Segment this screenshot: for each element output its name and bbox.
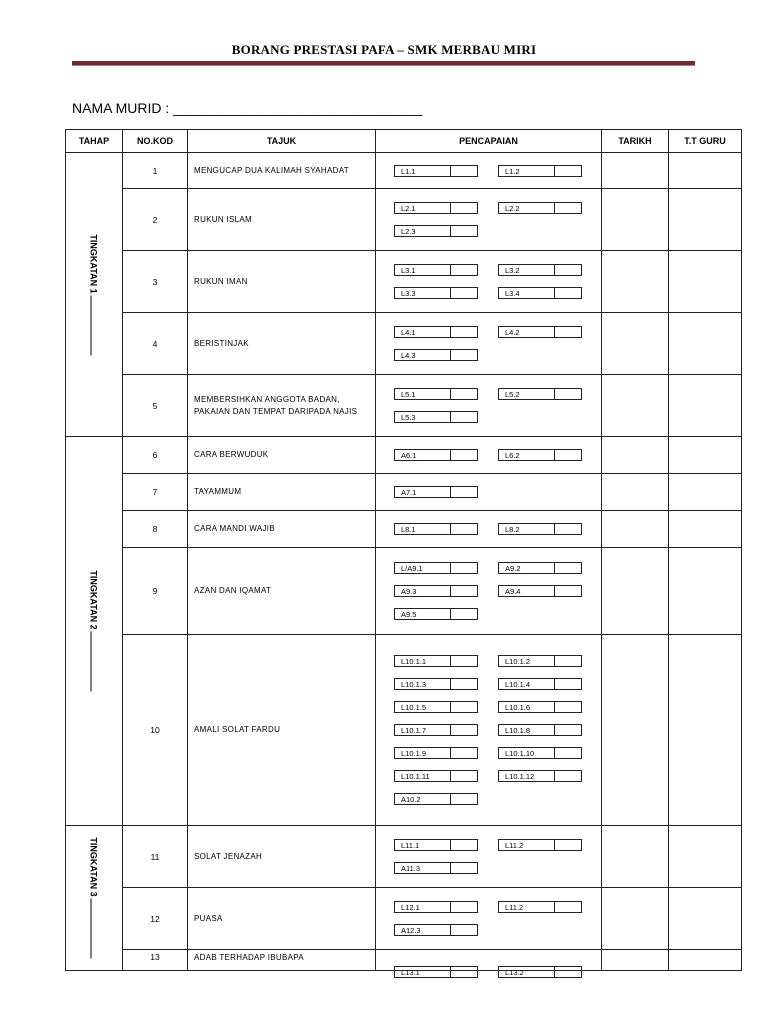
stage-blank-line[interactable] bbox=[91, 899, 100, 959]
topic-text: AMALI SOLAT FARDU bbox=[194, 725, 281, 734]
achievement-cell bbox=[376, 511, 602, 548]
achievement-checkbox[interactable] bbox=[555, 288, 581, 298]
teacher-signature-cell[interactable] bbox=[669, 375, 742, 437]
title-rule bbox=[72, 61, 695, 66]
teacher-signature-cell[interactable] bbox=[669, 635, 742, 826]
achievement-code-box[interactable] bbox=[394, 770, 478, 782]
achievement-cell bbox=[376, 950, 602, 977]
achievement-checkbox[interactable] bbox=[555, 327, 581, 337]
achievement-code-box[interactable] bbox=[394, 202, 478, 214]
achievement-code-label: A6.1 bbox=[395, 450, 451, 460]
achievement-codes bbox=[376, 264, 601, 299]
achievement-checkbox[interactable] bbox=[451, 656, 477, 666]
achievement-checkbox[interactable] bbox=[555, 450, 581, 460]
stage-label bbox=[89, 570, 100, 691]
row-code: 7 bbox=[123, 474, 188, 511]
achievement-code-label: L8.2 bbox=[499, 524, 555, 534]
achievement-code-label: L1.1 bbox=[395, 166, 451, 176]
date-cell[interactable] bbox=[602, 375, 669, 437]
achievement-checkbox[interactable] bbox=[451, 389, 477, 399]
achievement-code-label: A9.3 bbox=[395, 586, 451, 596]
achievement-cell bbox=[376, 826, 602, 888]
achievement-code-label: L11.1 bbox=[395, 840, 451, 850]
topic-text: MEMBERSIHKAN ANGGOTA BADAN, bbox=[194, 394, 340, 404]
teacher-signature-cell[interactable] bbox=[669, 313, 742, 375]
achievement-code-box[interactable] bbox=[394, 585, 478, 597]
header-pencapaian: PENCAPAIAN bbox=[376, 130, 602, 153]
row-code: 5 bbox=[123, 375, 188, 437]
achievement-code-box[interactable] bbox=[394, 701, 478, 713]
achievement-checkbox[interactable] bbox=[451, 350, 477, 360]
achievement-cell bbox=[376, 375, 602, 437]
achievement-code-label: A10.2 bbox=[395, 794, 451, 804]
achievement-code-label: A7.1 bbox=[395, 487, 451, 497]
date-cell[interactable] bbox=[602, 511, 669, 548]
achievement-code-box[interactable] bbox=[394, 225, 478, 237]
document-title: BORANG PRESTASI PAFA – SMK MERBAU MIRI bbox=[231, 42, 537, 57]
row-code: 12 bbox=[123, 888, 188, 950]
achievement-code-label: L6.2 bbox=[499, 450, 555, 460]
teacher-signature-cell[interactable] bbox=[669, 437, 742, 474]
achievement-code-label: L12.1 bbox=[395, 902, 451, 912]
topic-text: ADAB TERHADAP IBUBAPA bbox=[194, 953, 304, 962]
topic-text: MENGUCAP DUA KALIMAH SYAHADAT bbox=[194, 165, 349, 175]
achievement-code-box[interactable] bbox=[394, 966, 478, 978]
achievement-code-box[interactable] bbox=[498, 585, 582, 597]
achievement-code-label: L3.3 bbox=[395, 288, 451, 298]
header-tarikh: TARIKH bbox=[602, 130, 669, 153]
achievement-checkbox[interactable] bbox=[451, 265, 477, 275]
date-cell[interactable] bbox=[602, 635, 669, 826]
topic-text: RUKUN IMAN bbox=[194, 276, 248, 286]
table-row bbox=[66, 189, 742, 251]
achievement-checkbox[interactable] bbox=[555, 967, 581, 977]
achievement-code-label: L10.1.7 bbox=[395, 725, 451, 735]
date-cell[interactable] bbox=[602, 153, 669, 189]
achievement-checkbox[interactable] bbox=[451, 609, 477, 619]
topic-text: SOLAT JENAZAH bbox=[194, 851, 263, 861]
achievement-cell bbox=[376, 635, 602, 826]
achievement-checkbox[interactable] bbox=[555, 656, 581, 666]
achievement-code-box[interactable] bbox=[498, 264, 582, 276]
achievement-code-box[interactable] bbox=[394, 862, 478, 874]
achievement-checkbox[interactable] bbox=[451, 586, 477, 596]
achievement-checkbox[interactable] bbox=[451, 748, 477, 758]
achievement-checkbox[interactable] bbox=[555, 725, 581, 735]
achievement-code-box[interactable] bbox=[394, 608, 478, 620]
achievement-table bbox=[65, 129, 742, 977]
row-code: 11 bbox=[123, 826, 188, 888]
achievement-code-box[interactable] bbox=[394, 388, 478, 400]
stage-blank-line[interactable] bbox=[91, 295, 100, 355]
stage-label bbox=[89, 837, 100, 958]
achievement-checkbox[interactable] bbox=[555, 679, 581, 689]
achievement-code-label: L4.3 bbox=[395, 350, 451, 360]
achievement-checkbox[interactable] bbox=[451, 412, 477, 422]
achievement-cell bbox=[376, 437, 602, 474]
achievement-checkbox[interactable] bbox=[555, 702, 581, 712]
row-topic bbox=[188, 474, 376, 511]
table-row bbox=[66, 474, 742, 511]
row-topic bbox=[188, 375, 376, 437]
achievement-code-box[interactable] bbox=[394, 165, 478, 177]
table-row bbox=[66, 313, 742, 375]
achievement-code-label: A9.5 bbox=[395, 609, 451, 619]
achievement-checkbox[interactable] bbox=[555, 563, 581, 573]
header-tajuk: TAJUK bbox=[188, 130, 376, 153]
achievement-codes bbox=[376, 202, 601, 237]
achievement-checkbox[interactable] bbox=[451, 327, 477, 337]
achievement-codes bbox=[376, 901, 601, 936]
achievement-checkbox[interactable] bbox=[451, 226, 477, 236]
row-code: 9 bbox=[123, 548, 188, 635]
topic-text: PUASA bbox=[194, 913, 223, 923]
achievement-code-label: L10.1.11 bbox=[395, 771, 451, 781]
achievement-code-label: A12.3 bbox=[395, 925, 451, 935]
achievement-code-box[interactable] bbox=[498, 966, 582, 978]
row-code: 3 bbox=[123, 251, 188, 313]
achievement-code-box[interactable] bbox=[394, 924, 478, 936]
achievement-code-box[interactable] bbox=[394, 287, 478, 299]
achievement-codes bbox=[376, 326, 601, 361]
achievement-code-box[interactable] bbox=[394, 747, 478, 759]
table-row bbox=[66, 375, 742, 437]
row-topic bbox=[188, 511, 376, 548]
achievement-code-box[interactable] bbox=[394, 486, 478, 498]
achievement-checkbox[interactable] bbox=[451, 925, 477, 935]
achievement-code-label: L10.1.5 bbox=[395, 702, 451, 712]
row-code: 4 bbox=[123, 313, 188, 375]
row-topic bbox=[188, 888, 376, 950]
topic-text: AZAN DAN IQAMAT bbox=[194, 586, 272, 595]
table-row bbox=[66, 635, 742, 826]
achievement-checkbox[interactable] bbox=[451, 902, 477, 912]
achievement-cell bbox=[376, 251, 602, 313]
achievement-code-label: L2.2 bbox=[499, 203, 555, 213]
teacher-signature-cell[interactable] bbox=[669, 189, 742, 251]
row-topic bbox=[188, 826, 376, 888]
achievement-code-label: L11.2 bbox=[499, 840, 555, 850]
achievement-checkbox[interactable] bbox=[555, 902, 581, 912]
achievement-code-box[interactable] bbox=[394, 901, 478, 913]
achievement-checkbox[interactable] bbox=[555, 748, 581, 758]
achievement-code-label: L3.4 bbox=[499, 288, 555, 298]
stage-label bbox=[89, 234, 100, 355]
table-row bbox=[66, 950, 742, 971]
teacher-signature-cell[interactable] bbox=[669, 950, 742, 971]
achievement-checkbox[interactable] bbox=[555, 166, 581, 176]
stage-label-text: TINGKATAN 1 bbox=[88, 233, 99, 294]
table-row bbox=[66, 511, 742, 548]
achievement-code-label: A11.3 bbox=[395, 863, 451, 873]
topic-text: CARA BERWUDUK bbox=[194, 450, 269, 459]
achievement-code-label: L/A9.1 bbox=[395, 563, 451, 573]
achievement-code-label: L10.1.9 bbox=[395, 748, 451, 758]
achievement-code-box[interactable] bbox=[498, 326, 582, 338]
achievement-checkbox[interactable] bbox=[451, 524, 477, 534]
achievement-checkbox[interactable] bbox=[451, 487, 477, 497]
student-name-field[interactable]: NAMA MURID : ________________________________ bbox=[72, 100, 423, 116]
achievement-cell bbox=[376, 313, 602, 375]
achievement-checkbox[interactable] bbox=[555, 586, 581, 596]
achievement-checkbox[interactable] bbox=[451, 967, 477, 977]
header-tahap: TAHAP bbox=[66, 130, 123, 153]
achievement-code-label: L4.1 bbox=[395, 327, 451, 337]
row-topic bbox=[188, 950, 376, 971]
header-row bbox=[66, 130, 742, 153]
achievement-checkbox[interactable] bbox=[451, 863, 477, 873]
achievement-code-box[interactable] bbox=[394, 349, 478, 361]
achievement-code-box[interactable] bbox=[498, 287, 582, 299]
achievement-code-box[interactable] bbox=[498, 724, 582, 736]
row-topic bbox=[188, 635, 376, 826]
achievement-code-box[interactable] bbox=[394, 264, 478, 276]
achievement-checkbox[interactable] bbox=[451, 840, 477, 850]
achievement-checkbox[interactable] bbox=[451, 679, 477, 689]
achievement-code-label: L10.1.6 bbox=[499, 702, 555, 712]
achievement-cell bbox=[376, 548, 602, 635]
topic-text-line-2: PAKAIAN DAN TEMPAT DARIPADA NAJIS bbox=[194, 406, 358, 416]
achievement-code-label: L1.2 bbox=[499, 166, 555, 176]
teacher-signature-cell[interactable] bbox=[669, 548, 742, 635]
achievement-code-label: L10.1.12 bbox=[499, 771, 555, 781]
achievement-codes bbox=[376, 523, 601, 535]
achievement-code-box[interactable] bbox=[394, 562, 478, 574]
achievement-checkbox[interactable] bbox=[555, 203, 581, 213]
achievement-code-label: L3.2 bbox=[499, 265, 555, 275]
row-code: 8 bbox=[123, 511, 188, 548]
date-cell[interactable] bbox=[602, 826, 669, 888]
achievement-code-label: L2.3 bbox=[395, 226, 451, 236]
stage-label-text: TINGKATAN 2 bbox=[88, 570, 99, 630]
row-topic bbox=[188, 313, 376, 375]
achievement-code-label: L10.1.10 bbox=[499, 748, 555, 758]
stage-cell bbox=[66, 826, 123, 971]
row-code: 13 bbox=[123, 950, 188, 971]
date-cell[interactable] bbox=[602, 474, 669, 511]
table-row bbox=[66, 437, 742, 474]
achievement-checkbox[interactable] bbox=[451, 771, 477, 781]
stage-cell bbox=[66, 437, 123, 826]
achievement-code-label: L5.2 bbox=[499, 389, 555, 399]
achievement-code-box[interactable] bbox=[394, 411, 478, 423]
achievement-code-box[interactable] bbox=[394, 678, 478, 690]
achievement-code-label: L4.2 bbox=[499, 327, 555, 337]
achievement-code-label: L10.1.4 bbox=[499, 679, 555, 689]
achievement-code-label: A9.4 bbox=[499, 586, 555, 596]
row-code: 6 bbox=[123, 437, 188, 474]
achievement-code-box[interactable] bbox=[498, 562, 582, 574]
achievement-code-box[interactable] bbox=[498, 165, 582, 177]
achievement-code-box[interactable] bbox=[498, 388, 582, 400]
teacher-signature-cell[interactable] bbox=[669, 826, 742, 888]
header-no-kod: NO.KOD bbox=[123, 130, 188, 153]
achievement-code-label: L10.1.2 bbox=[499, 656, 555, 666]
row-topic bbox=[188, 153, 376, 189]
achievement-code-label: L10.1.8 bbox=[499, 725, 555, 735]
achievement-checkbox[interactable] bbox=[451, 166, 477, 176]
teacher-signature-cell[interactable] bbox=[669, 251, 742, 313]
achievement-checkbox[interactable] bbox=[451, 725, 477, 735]
achievement-code-label: L10.1.1 bbox=[395, 656, 451, 666]
achievement-checkbox[interactable] bbox=[555, 265, 581, 275]
row-code: 10 bbox=[123, 635, 188, 826]
row-topic bbox=[188, 251, 376, 313]
stage-blank-line[interactable] bbox=[91, 632, 100, 692]
table-row bbox=[66, 153, 742, 189]
achievement-code-box[interactable] bbox=[394, 724, 478, 736]
achievement-code-label: L5.1 bbox=[395, 389, 451, 399]
table-row bbox=[66, 548, 742, 635]
date-cell[interactable] bbox=[602, 313, 669, 375]
date-cell[interactable] bbox=[602, 251, 669, 313]
topic-text: BERISTINJAK bbox=[194, 338, 249, 348]
date-cell[interactable] bbox=[602, 189, 669, 251]
achievement-code-box[interactable] bbox=[394, 793, 478, 805]
achievement-checkbox[interactable] bbox=[451, 450, 477, 460]
achievement-checkbox[interactable] bbox=[555, 389, 581, 399]
teacher-signature-cell[interactable] bbox=[669, 153, 742, 189]
achievement-checkbox[interactable] bbox=[451, 203, 477, 213]
achievement-checkbox[interactable] bbox=[451, 702, 477, 712]
achievement-code-box[interactable] bbox=[498, 655, 582, 667]
topic-text: CARA MANDI WAJIB bbox=[194, 524, 275, 533]
table-row bbox=[66, 251, 742, 313]
achievement-code-box[interactable] bbox=[394, 523, 478, 535]
achievement-code-box[interactable] bbox=[498, 449, 582, 461]
achievement-codes bbox=[376, 486, 601, 498]
header-tt-guru: T.T GURU bbox=[669, 130, 742, 153]
topic-text: RUKUN ISLAM bbox=[194, 214, 252, 224]
achievement-code-box[interactable] bbox=[498, 701, 582, 713]
achievement-code-label: L2.1 bbox=[395, 203, 451, 213]
row-topic bbox=[188, 548, 376, 635]
date-cell[interactable] bbox=[602, 548, 669, 635]
achievement-code-box[interactable] bbox=[498, 901, 582, 913]
achievement-code-box[interactable] bbox=[498, 523, 582, 535]
stage-label-text: TINGKATAN 3 bbox=[88, 837, 99, 897]
date-cell[interactable] bbox=[602, 950, 669, 971]
achievement-code-box[interactable] bbox=[394, 655, 478, 667]
achievement-code-label: L3.1 bbox=[395, 265, 451, 275]
teacher-signature-cell[interactable] bbox=[669, 511, 742, 548]
achievement-checkbox[interactable] bbox=[555, 524, 581, 534]
row-code: 1 bbox=[123, 153, 188, 189]
achievement-code-label: L10.1.3 bbox=[395, 679, 451, 689]
table-row bbox=[66, 826, 742, 888]
achievement-code-label: L13.1 bbox=[395, 967, 451, 977]
date-cell[interactable] bbox=[602, 437, 669, 474]
achievement-code-label: L5.3 bbox=[395, 412, 451, 422]
achievement-code-label: A9.2 bbox=[499, 563, 555, 573]
achievement-cell bbox=[376, 189, 602, 251]
teacher-signature-cell[interactable] bbox=[669, 888, 742, 950]
achievement-codes bbox=[376, 562, 601, 620]
achievement-checkbox[interactable] bbox=[451, 794, 477, 804]
topic-text: TAYAMMUM bbox=[194, 487, 242, 496]
achievement-cell bbox=[376, 888, 602, 950]
achievement-codes bbox=[376, 839, 601, 874]
achievement-code-label: L13.2 bbox=[499, 967, 555, 977]
row-code: 2 bbox=[123, 189, 188, 251]
achievement-codes bbox=[376, 165, 601, 177]
achievement-checkbox[interactable] bbox=[555, 840, 581, 850]
achievement-codes bbox=[376, 449, 601, 461]
achievement-code-box[interactable] bbox=[394, 326, 478, 338]
achievement-cell bbox=[376, 474, 602, 511]
achievement-checkbox[interactable] bbox=[451, 288, 477, 298]
achievement-code-label: L8.1 bbox=[395, 524, 451, 534]
achievement-code-label: L11.2 bbox=[499, 902, 555, 912]
table-row bbox=[66, 888, 742, 950]
row-topic bbox=[188, 437, 376, 474]
achievement-code-box[interactable] bbox=[394, 839, 478, 851]
teacher-signature-cell[interactable] bbox=[669, 474, 742, 511]
achievement-codes bbox=[376, 966, 601, 978]
achievement-cell bbox=[376, 153, 602, 189]
stage-cell bbox=[66, 153, 123, 437]
date-cell[interactable] bbox=[602, 888, 669, 950]
achievement-code-box[interactable] bbox=[394, 449, 478, 461]
achievement-code-box[interactable] bbox=[498, 202, 582, 214]
achievement-codes bbox=[376, 388, 601, 423]
achievement-codes bbox=[376, 655, 601, 805]
achievement-checkbox[interactable] bbox=[555, 771, 581, 781]
achievement-code-box[interactable] bbox=[498, 770, 582, 782]
achievement-code-box[interactable] bbox=[498, 839, 582, 851]
achievement-checkbox[interactable] bbox=[451, 563, 477, 573]
achievement-code-box[interactable] bbox=[498, 678, 582, 690]
row-topic bbox=[188, 189, 376, 251]
achievement-code-box[interactable] bbox=[498, 747, 582, 759]
